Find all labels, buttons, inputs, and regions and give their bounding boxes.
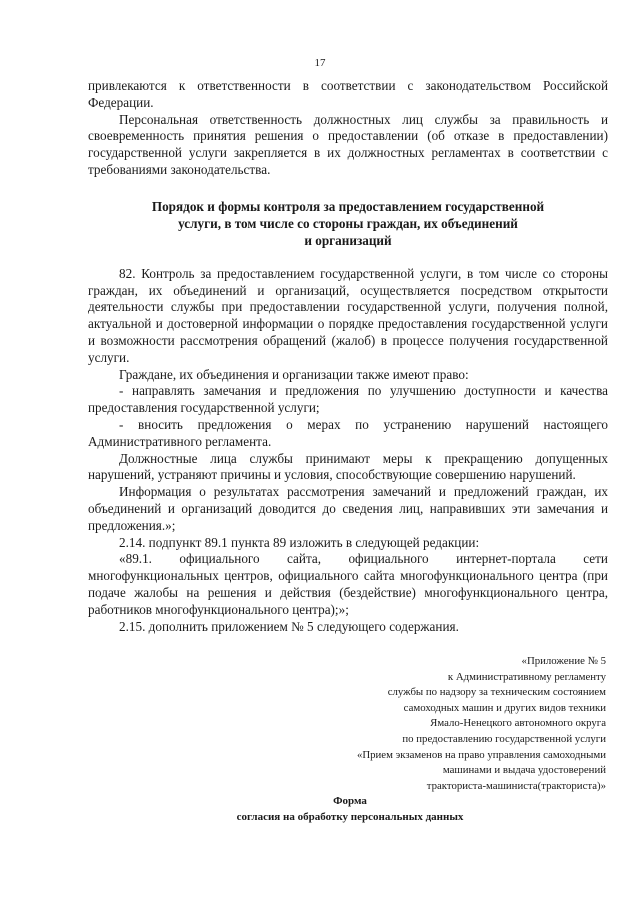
paragraph-personal-responsibility: Персональная ответственность должностных лиц службы за правильность и своевременность принятия решения о предоставлении (об отказе в предоставлении) государственной услуги закрепляется в их должностных регламентах в соответствии с требованиями законодательства.: [88, 111, 608, 177]
appendix-line: «Прием экзаменов на право управления самоходными: [356, 748, 606, 761]
list-item-send-remarks: - направлять замечания и предложения по улучшению доступности и качества предоставления государственной услуги;: [88, 383, 608, 416]
paragraph-2-14: 2.14. подпункт 89.1 пункта 89 изложить в следующей редакции:: [119, 534, 480, 550]
heading-line-1: Порядок и формы контроля за предоставлением государственной: [151, 198, 545, 214]
section-heading: [88, 198, 608, 249]
appendix-reference-block: [290, 654, 606, 794]
appendix-line: тракториста-машиниста(тракториста)»: [426, 779, 606, 792]
paragraph-results-info: Информация о результатах рассмотрения замечаний и предложений граждан, их объединений и организаций доводится до сведения лиц, направивших эти замечания и предложения.»;: [88, 484, 608, 533]
paragraph-89-1: «89.1. официального сайта, официального интернет-портала сети многофункциональных центров, официального сайта многофункционального центра (при подаче жалобы на решения и действия (бездействие) многофункционального центра, работников многофункционального центра);»;: [88, 551, 608, 617]
paragraph-82: 82. Контроль за предоставлением государственной услуги, в том числе со стороны граждан, их объединений и организаций, осуществляется посредством открытости деятельности службы при предоставлении государственной услуги, получения полной, актуальной и достоверной информации о порядке предоставления государственной услуги и возможности рассмотрения обращений (жалоб) в процессе получения государственной услуги.: [88, 265, 608, 365]
paragraph-officials-measures: Должностные лица службы принимают меры к прекращению допущенных нарушений, устраняют причины и условия, способствующие совершению нарушений.: [88, 450, 608, 483]
appendix-line: «Приложение № 5: [521, 655, 606, 667]
paragraph-liability-continued: привлекаются к ответственности в соответствии с законодательством Российской Федерации.: [88, 78, 608, 110]
paragraph-2-15: 2.15. дополнить приложением № 5 следующего содержания.: [119, 618, 459, 634]
appendix-line: самоходных машин и других видов техники: [403, 701, 606, 714]
form-title-block: [150, 793, 550, 825]
appendix-line: службы по надзору за техническим состоянием: [387, 686, 606, 699]
paragraph-rights-intro: Граждане, их объединения и организации также имеют право:: [119, 366, 469, 382]
document-body: [88, 78, 608, 635]
heading-line-3: и организаций: [304, 232, 392, 248]
page-number: 17: [314, 57, 326, 69]
heading-line-2: услуги, в том числе со стороны граждан, их объединений: [178, 215, 518, 231]
appendix-line: к Административному регламенту: [447, 670, 606, 683]
appendix-line: Ямало-Ненецкого автономного округа: [430, 717, 606, 730]
form-subtitle: согласия на обработку персональных данных: [236, 811, 464, 823]
form-title: Форма: [333, 795, 367, 807]
list-item-submit-proposals: - вносить предложения о мерах по устранению нарушений настоящего Административного регламента.: [88, 416, 608, 449]
appendix-line: по предоставлению государственной услуги: [402, 732, 606, 745]
appendix-line: машинами и выдача удостоверений: [442, 764, 606, 777]
